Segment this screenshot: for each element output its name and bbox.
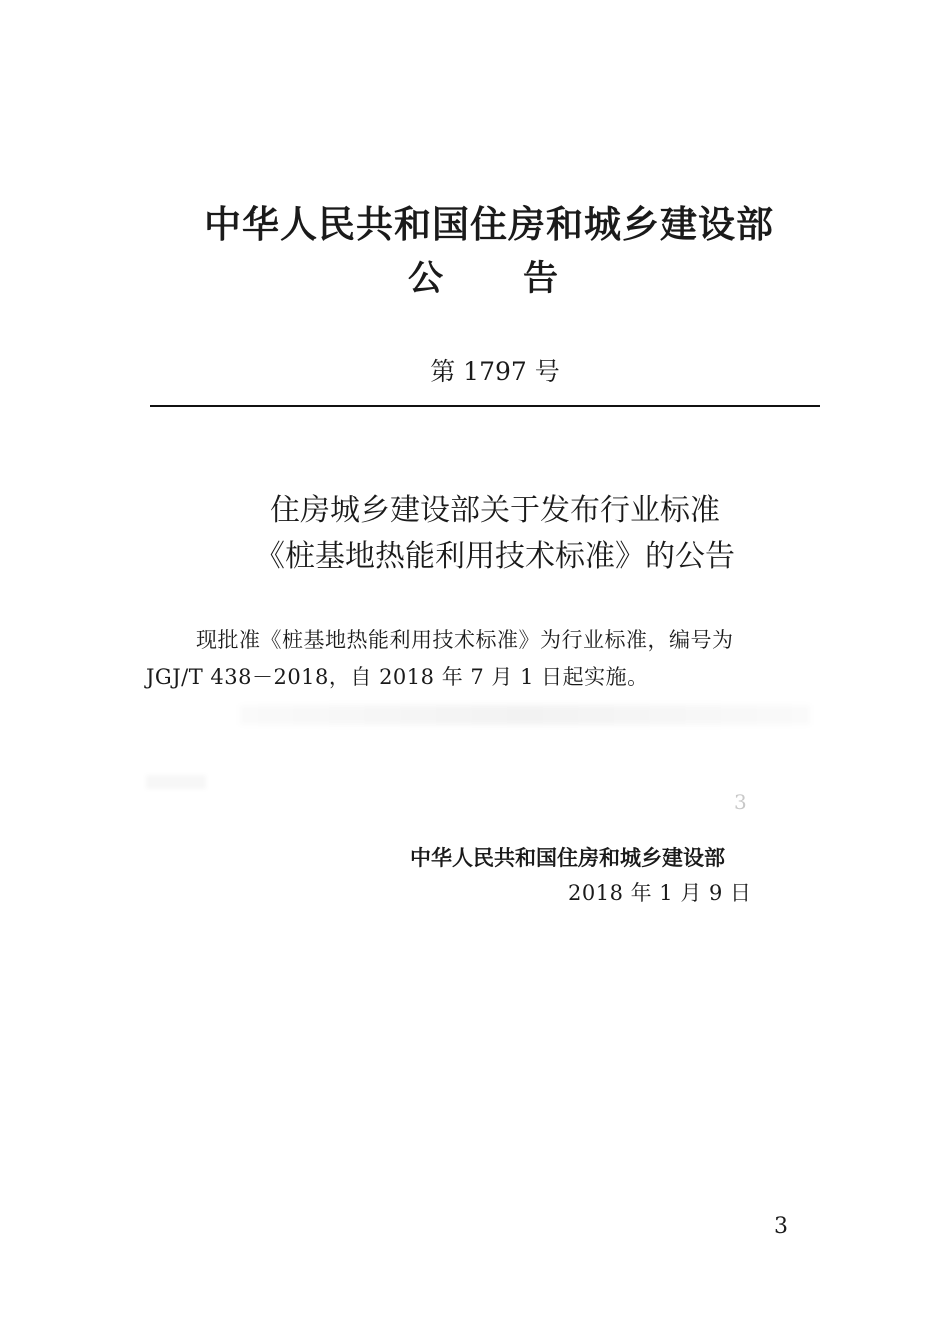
notice-body xyxy=(146,622,822,696)
signature-org: 中华人民共和国住房和城乡建设部 xyxy=(410,846,725,870)
body-line-1-text: 现批准《桩基地热能利用技术标准》为行业标准，编号为 xyxy=(196,628,734,652)
signature-date: 2018 年 1 月 9 日 xyxy=(568,881,752,905)
faint-mark: 3 xyxy=(734,790,747,814)
ministry-title: 中华人民共和国住房和城乡建设部 xyxy=(204,203,774,246)
notice-title xyxy=(8,256,950,302)
faint-bleed-through-2 xyxy=(146,775,206,789)
faint-bleed-through xyxy=(240,705,810,725)
notice-char-1: 公 xyxy=(407,259,443,299)
notice-number: 第 1797 号 xyxy=(430,357,560,386)
notice-char-2: 告 xyxy=(523,259,559,299)
notice-subject xyxy=(20,488,950,580)
subject-line-1: 住房城乡建设部关于发布行业标准 xyxy=(270,493,720,528)
subject-line-2: 《桩基地热能利用技术标准》的公告 xyxy=(255,539,735,574)
page-number: 3 xyxy=(774,1214,788,1239)
header-divider xyxy=(150,405,820,407)
body-line-2: JGJ/T 438－2018，自 2018 年 7 月 1 日起实施。 xyxy=(146,665,649,689)
body-line-1 xyxy=(146,622,822,659)
